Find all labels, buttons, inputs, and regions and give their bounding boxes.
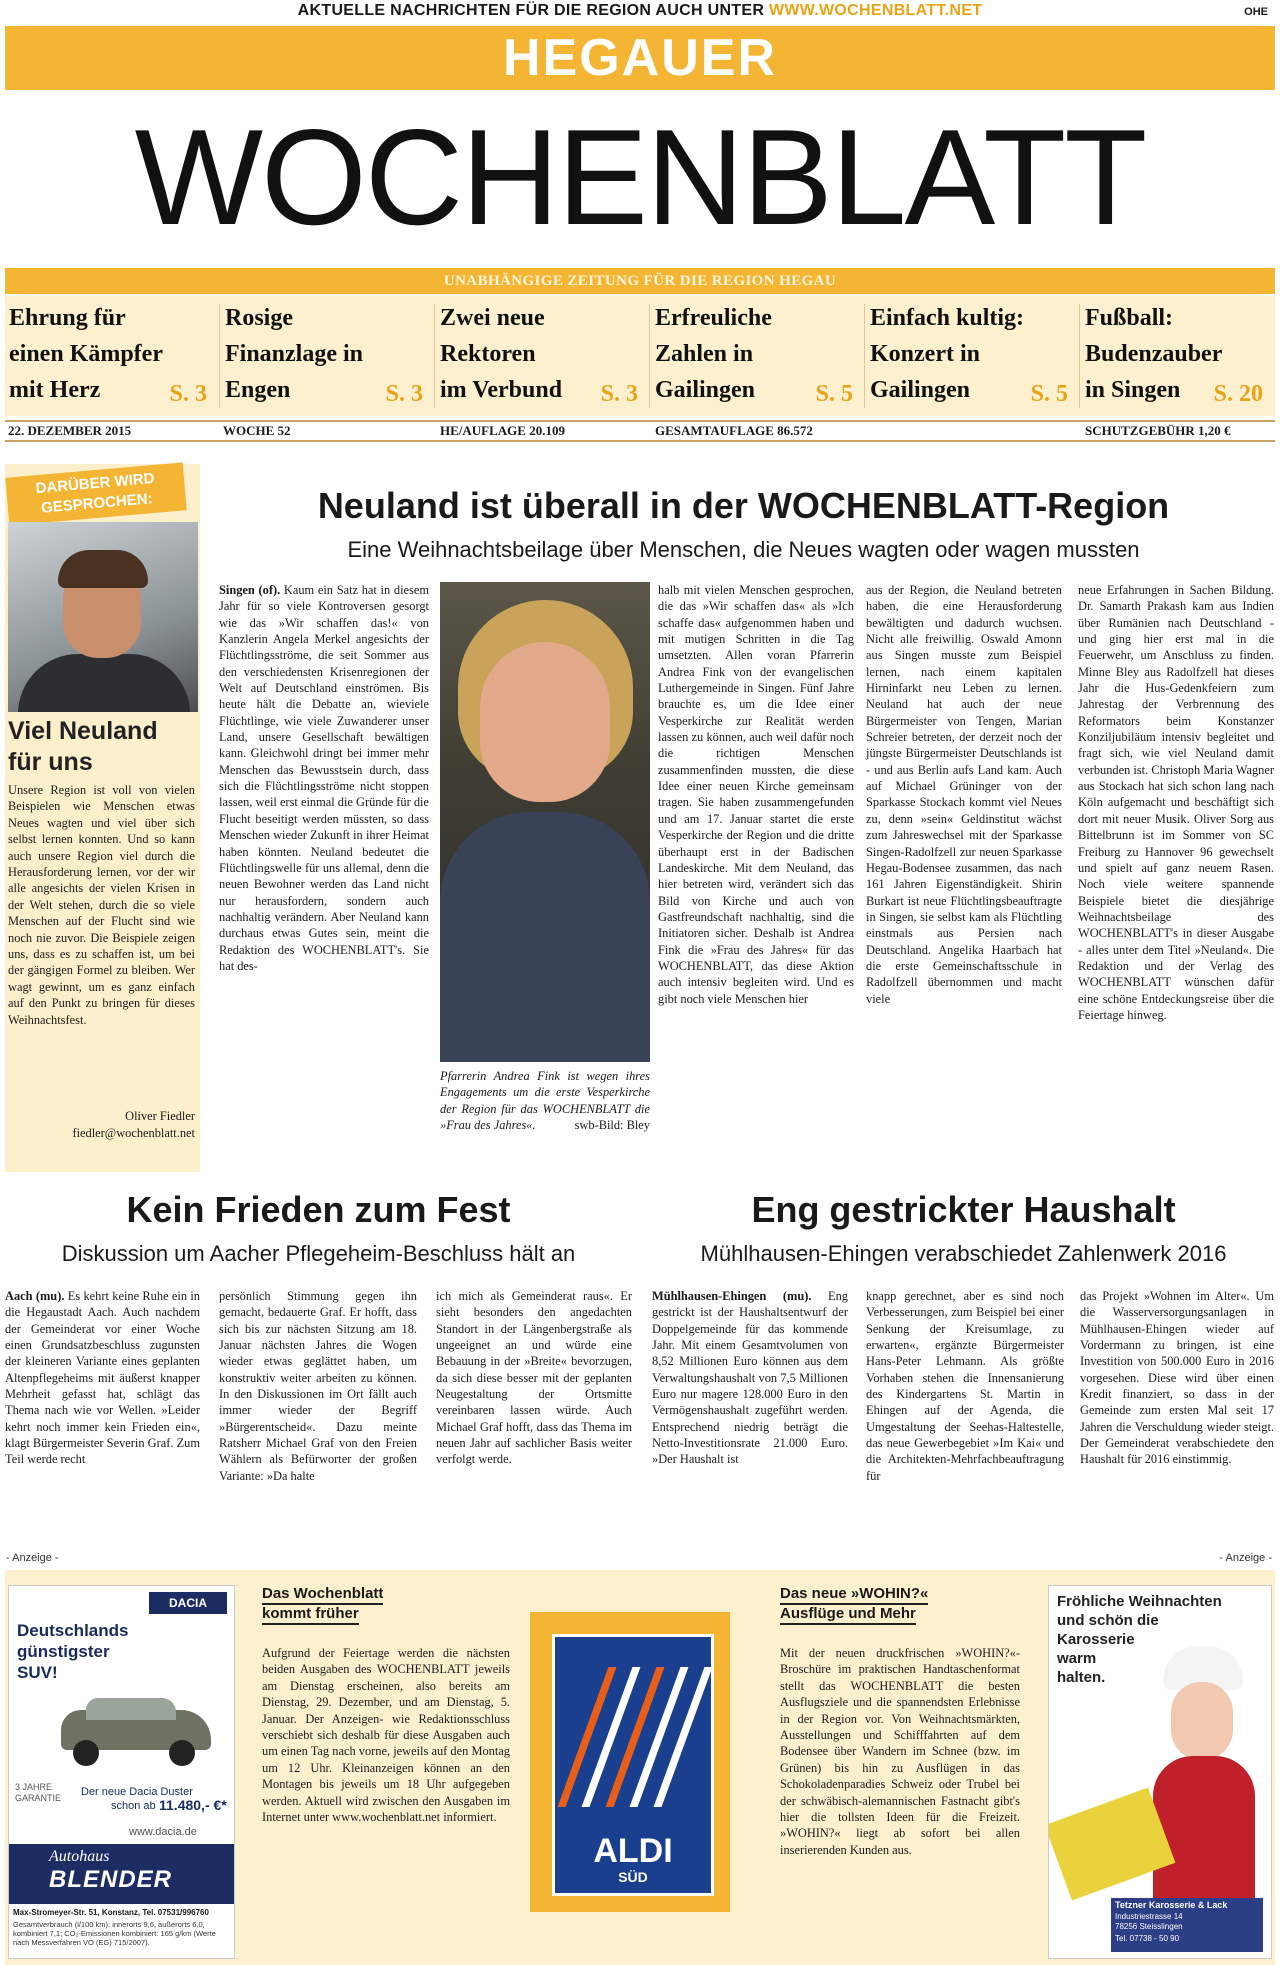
aach-subhead: Diskussion um Aacher Pflegeheim-Beschluss hält an: [61, 1241, 576, 1266]
headline-line: und schön die: [1057, 1612, 1159, 1629]
dealer-name: BLENDER: [49, 1866, 173, 1893]
issue-week: WOCHE 52: [223, 423, 291, 438]
teaser-divider: [1079, 304, 1080, 408]
title-hegauer: HEGAUER: [502, 29, 778, 87]
dacia-ad[interactable]: [8, 1585, 235, 1959]
aldi-ad[interactable]: [530, 1612, 730, 1912]
headline-line: SUV!: [17, 1663, 58, 1682]
teaser-line: Finanzlage in: [225, 341, 364, 367]
aach-column-3: ich mich als Gemeinderat raus«. Er sieht besonders den angedachten Standort in der Längenbergstraße als ungeeignet an und würde eine Bebauung in der »Breite« bevorzugen, da sich diese besser mit der geplanten Neugestaltung der Ortsmitte vereinbaren lassen würde. Auch Michael Graf hofft, dass das Thema im neuen Jahr auf sachlicher Basis weiter verfolgt werde.: [436, 1289, 632, 1467]
author-email[interactable]: fiedler@wochenblatt.net: [72, 1126, 195, 1140]
teaser-line: Konzert in: [870, 341, 980, 367]
website-link[interactable]: WWW.WOCHENBLATT.NET: [768, 2, 983, 19]
company-street: Industriestrasse 14: [1115, 1912, 1183, 1921]
tetzner-ad[interactable]: [1048, 1585, 1272, 1959]
haushalt-column-3: das Projekt »Wohnen im Alter«. Um die Wasserversorgungsanlagen in Mühlhausen-Ehingen wieder auf Vordermann zu bringen, ist eine Investition von 500.000 Euro in 2016 vorgesehen. Diese wird über einen Kredit finanziert, so dass in der Gemeinde zum ersten Mal seit 17 Jahren die Verschuldung wieder steigt. Der Gemeinderat verabschiedete den Haushalt für 2016 einstimmig.: [1080, 1289, 1274, 1467]
notice-body: Mit der neuen druckfrischen »WOHIN?«-Broschüre im praktischen Handtaschenformat stellt das WOCHENBLATT die besten Ausflugsziele und die spannendsten Erlebnisse in der Region vor. Von Weihnachtsmärkten, Ausstellungen und Schifffahrten auf dem Bodensee über Wandern im Schnee (bzw. im Grünen) bis hin zu Ausflügen in das Schokoladenparadies Schweiz oder Trubel bei der schwäbisch-alemannischen Fastnacht gibt's hier die tollsten Ideen für die Freizeit. »WOHIN?« liegt ab sofort bei allen inserierenden Kunden aus.: [780, 1646, 1020, 1857]
lead-column-4: neue Erfahrungen in Sachen Bildung. Dr. Samarth Prakash kam aus Indien über Rumänien nach Deutschland - und ging hier erst mal in die Feuerwehr, um Anschluss zu finden. Minne Bley aus Radolfzell hat dieses Jahr die Hus-Gedenkfeiern zum Jahrestag der Verbrennung des Reformators beim Konstanzer Konziljubiläum intensiv begleitet und fragt sich, wie viel Neuland damit verbunden ist. Christoph Maria Wagner aus Stockach hat sich schon lang nach Köln aufgemacht und beschäftigt sich dort mit neuer Musik. Oliver Sorg aus Bittelbrunn ist im Sommer von SC Freiburg zu Hannover 96 gewechselt und spielt auf ganz neuem Rasen. Noch viele weitere spannende Beispiele bietet die diesjährige Weihnachtsbeilage des WOCHENBLATT's in dieser Ausgabe - alles unter dem Titel »Neuland«. Die Redaktion und der Verlag des WOCHENBLATT wünschen dafür eine schöne Entdeckungsreise über die Feiertage hinweg.: [1078, 583, 1274, 1022]
teaser-item[interactable]: [440, 300, 646, 412]
company-banner: [1111, 1898, 1263, 1952]
headline-line: günstigster: [17, 1642, 110, 1661]
notice-body: Aufgrund der Feiertage werden die nächsten beiden Ausgaben des WOCHENBLATT jeweils am Dienstag erscheinen, also bereits am Dienstag, 29. Dezember, und am Dienstag, 5. Januar. Der Anzeigen- wie Redaktionsschluss verschiebt sich deshalb für diese Ausgaben auch um einen Tag nach vorne, jeweils auf den Montag um 12 Uhr. Kleinanzeigen können an den Montagen bis jeweils um 18 Uhr aufgegeben werden. Aktuell wird zwischen den Ausgaben im Internet unter www.wochenblatt.net informiert.: [262, 1646, 510, 1825]
teaser-page: S. 5: [815, 381, 853, 407]
topline-text: AKTUELLE NACHRICHTEN FÜR DIE REGION AUCH UNTER: [297, 2, 769, 19]
haushalt-headline: Eng gestrickter Haushalt: [751, 1189, 1176, 1230]
offer-price: 11.480,- €*: [159, 1797, 227, 1813]
masthead-topline: [0, 2, 1280, 20]
issue-fee: SCHUTZGEBÜHR 1,20 €: [1085, 423, 1231, 438]
aldi-logo: [552, 1634, 714, 1896]
teaser-line: Rosige: [225, 305, 293, 331]
masthead-bar: [5, 26, 1275, 90]
haushalt-column-1: [652, 1288, 848, 1468]
edition-code: OHE: [1244, 6, 1268, 18]
teaser-item[interactable]: [870, 300, 1076, 412]
aldi-word: ALDI: [593, 1832, 673, 1870]
teaser-line: einen Kämpfer: [9, 341, 163, 367]
offer-text: Der neue Dacia Duster: [81, 1786, 193, 1798]
teaser-page: S. 20: [1213, 381, 1263, 407]
teaser-row: [5, 296, 1275, 416]
teaser-page: S. 5: [1030, 381, 1068, 407]
dateline: Aach (mu).: [5, 1289, 65, 1303]
photo-caption: [440, 1068, 650, 1133]
teaser-item[interactable]: [655, 300, 861, 412]
teaser-line: Engen: [225, 377, 291, 403]
title-line: für uns: [8, 748, 93, 776]
headline-line: Deutschlands: [17, 1621, 129, 1640]
author-portrait: [8, 522, 198, 712]
dacia-url[interactable]: www.dacia.de: [129, 1826, 197, 1838]
teaser-divider: [649, 304, 650, 408]
teaser-line: Einfach kultig:: [870, 305, 1025, 331]
lead-photo: [440, 582, 650, 1062]
notice-title: [780, 1585, 1020, 1625]
title-line: kommt früher: [262, 1605, 359, 1625]
company-name: Tetzner Karosserie & Lack: [1115, 1900, 1228, 1910]
teaser-line: in Singen: [1085, 377, 1181, 403]
title-line: Ausflüge und Mehr: [780, 1605, 916, 1625]
teaser-line: Budenzauber: [1085, 341, 1223, 367]
aach-column-1: [5, 1288, 200, 1468]
notice-wochenblatt: [262, 1585, 510, 1825]
dacia-logo: DACIA: [149, 1592, 227, 1614]
lead-headline: Neuland ist überall in der WOCHENBLATT-Region: [317, 485, 1170, 526]
column-text: Eng gestrickt ist der Haushaltsentwurf der Doppelgemeinde für das kommende Jahr. Mit einem Gesamtvolumen von 8,52 Millionen Euro können aus dem Verwaltungshaushalt von 7,5 Millionen Euro nur magere 128.000 Euro in den Vermögenshaushalt zugeführt werden. Entsprechend niedrig beträgt die Netto-Investitionsrate 21.000 Euro. »Der Haushalt ist: [652, 1289, 848, 1467]
lead-column-3: aus der Region, die Neuland betreten haben, die eine Herausforderung bewältigten und dadurch wuchsen. Nicht alle freiwillig. Oswald Amonn aus Singen musste zum Beispiel lernen, nach einem kapitalen Hirninfarkt neu Leben zu lernen. Neuland hat auch der neue Bürgermeister von Tengen, Marian Schreier betreten, der derzeit noch der jüngste Bürgermeister Deutschlands ist - und aus Berlin aufs Land kam. Auch auf Michael Grüninger von der Sparkasse Stockach kommt viel Neues zu, denn »sein« Geldinstitut wächst zum Jahreswechsel mit der Sparkasse Singen-Radolfzell zur neuen Sparkasse Hegau-Bodensee zusammen, das nach 161 Jahren Eigenständigkeit. Shirin Burkart ist neue Flüchtlingsbeauftragte in Singen, sie selbst kam als Flüchtling einstmals aus Persien nach Deutschland. Angelika Haarbach hat die erste Gemeinschaftsschule in Radolfzell übernommen und macht viele: [866, 583, 1062, 1006]
headline-line: Karosserie: [1057, 1631, 1135, 1648]
title-line: Viel Neuland: [8, 717, 158, 745]
teaser-line: Zwei neue: [440, 305, 545, 331]
dateline: Mühlhausen-Ehingen (mu).: [652, 1289, 812, 1303]
teaser-line: mit Herz: [9, 377, 101, 403]
teaser-divider: [434, 304, 435, 408]
lead-column-2: halb mit vielen Menschen gesprochen, die das »Wir schaffen das« als »Ich schaffe das« aufgenommen haben und mit mutigen Schritten in die Tag umsetzten. Allen voran Pfarrerin Andrea Fink von der evangelischen Luthergemeinde in Singen. Fünf Jahre brauchte es, um die Idee einer Vesperkirche zur Realität werden lassen zu können, auch weil dafür noch die richtigen Menschen zusammenfinden mussten, die diese Idee einer neuen Kirche gemeinsam tragen. Sie haben zusammengefunden und am 17. Januar startet die erste Vesperkirche der Region und die dritte überhaupt erst in der Badischen Landeskirche. Mit dem Neuland, das hier betreten wird, verändert sich das Bild von Kirche und auch von Gastfreundschaft nachhaltig, sind die Initiatoren sicher. Deshalb ist Andrea Fink die »Frau des Jahres« für das WOCHENBLATT, das diese Aktion auch intensiv begleiten wird. Und es gibt noch viele Menschen hier: [658, 583, 854, 1006]
commentary-label: [5, 462, 185, 520]
teaser-divider: [219, 304, 220, 408]
title-wochenblatt: WOCHENBLATT: [134, 101, 1146, 253]
headline-line: Fröhliche Weihnachten: [1057, 1593, 1222, 1610]
teaser-line: Rektoren: [440, 341, 536, 367]
issue-edition: HE/AUFLAGE 20.109: [440, 423, 565, 438]
notice-wohin: [780, 1585, 1020, 1858]
teaser-item[interactable]: [225, 300, 431, 412]
offer-prefix: schon ab: [111, 1800, 156, 1812]
company-phone: Tel. 07738 - 50 90: [1115, 1934, 1180, 1943]
teaser-page: S. 3: [600, 381, 638, 407]
fuel-fineprint: Gesamtverbrauch (l/100 km): innerorts 9,6, außerorts 6,0, kombiniert 7,1; CO₂-Emissionen kombiniert: 165 g/km (Werte nach Messverfahren VO (EG) 715/2007).: [13, 1920, 216, 1947]
lead-subhead: Eine Weihnachtsbeilage über Menschen, die Neues wagten oder wagen mussten: [347, 537, 1140, 562]
issue-total: GESAMTAUFLAGE 86.572: [655, 423, 813, 438]
commentary-body: Unsere Region ist voll von vielen Beispielen wie Menschen etwas Neues wagten und viel über sich selbst lernen konnten. Und so kann auch unsere Region viel durch die Herausforderung lernen, vor der wir alle angesichts der vielen Krisen in der Welt stehen, durch die so viele Menschen auf der Flucht sind wie noch nie zuvor. Die Beispiele zeigen uns, dass es zu schaffen ist, um bei der gängigen Formel zu bleiben. Wer wagt gewinnt, um es ganz einfach auf den Punkt zu bringen für dieses Weihnachtsfest.: [8, 783, 195, 1027]
aach-column-2: persönlich Stimmung gegen ihn gemacht, bedauerte Graf. Er hofft, dass sich bis zur nächsten Sitzung am 18. Januar nächsten Jahres die Wogen wieder etwas geglättet haben, um konstruktiv weiter arbeiten zu können. In den Diskussionen im Ort fällt auch immer wieder der Begriff »Bürgerentscheid«. Dazu meinte Ratsherr Michael Graf von den Freien Wählern als Befürworter der großen Variante: »Da halte: [219, 1289, 417, 1483]
teaser-line: Erfreuliche: [655, 305, 772, 331]
teaser-divider: [864, 304, 865, 408]
headline-line: halten.: [1057, 1669, 1106, 1686]
headline-line: warm: [1057, 1650, 1097, 1667]
commentary-title: [8, 716, 198, 778]
label-line: GESPROCHEN:: [40, 490, 154, 517]
teaser-line: im Verbund: [440, 377, 563, 403]
dealer-banner: [9, 1844, 234, 1904]
teaser-item[interactable]: [1085, 300, 1271, 412]
company-city: 78256 Steisslingen: [1115, 1922, 1183, 1931]
anzeige-label-right: - Anzeige -: [1219, 1552, 1272, 1564]
teaser-item[interactable]: [9, 300, 215, 412]
dacia-headline: [17, 1620, 128, 1683]
notice-title: [262, 1585, 510, 1625]
aldi-region: SÜD: [618, 1869, 648, 1885]
commentary-author: [8, 1108, 195, 1142]
haushalt-subhead: Mühlhausen-Ehingen verabschiedet Zahlenwerk 2016: [700, 1241, 1227, 1266]
photo-credit: swb-Bild: Bley: [574, 1117, 650, 1132]
lead-column-1: [219, 582, 429, 974]
title-line: Das Wochenblatt: [262, 1585, 383, 1605]
author-name: Oliver Fiedler: [125, 1109, 195, 1123]
dealer-top: Autohaus: [49, 1848, 110, 1865]
tagline: UNABHÄNGIGE ZEITUNG FÜR DIE REGION HEGAU: [443, 273, 837, 289]
tagline-bar: [5, 268, 1275, 294]
caption-text: Pfarrerin Andrea Fink ist wegen ihres Engagements um die erste Vesperkirche der Region für das WOCHENBLATT die »Frau des Jahres«.: [440, 1069, 650, 1132]
teaser-line: Gailingen: [870, 377, 971, 403]
aach-headline: Kein Frieden zum Fest: [126, 1189, 511, 1230]
teaser-line: Ehrung für: [9, 305, 126, 331]
haushalt-column-2: knapp gerechnet, aber es sind noch Verbesserungen, zum Beispiel bei einer Senkung der Kreisumlage, zu erwarten«, ergänzte Bürgermeister Hans-Peter Lehmann. Als größte Vorhaben stehen die Innensanierung des Kindergartens St. Martin in Ehingen auf der Agenda, die Umgestaltung der Seehas-Haltestelle, das neue Gewerbegebiet »Im Kai« und die Architekten-Mehrfachbeauftragung für: [866, 1289, 1064, 1483]
teaser-line: Gailingen: [655, 377, 756, 403]
santa-woman-illustration: [1149, 1646, 1259, 1936]
issue-info-bar: [5, 420, 1275, 442]
issue-date: 22. DEZEMBER 2015: [8, 423, 132, 438]
teaser-page: S. 3: [385, 381, 423, 407]
teaser-line: Zahlen in: [655, 341, 754, 367]
anzeige-label-left: - Anzeige -: [6, 1552, 59, 1564]
title-line: Das neue »WOHIN?«: [780, 1585, 928, 1605]
suv-illustration: [51, 1692, 226, 1777]
teaser-line: Fußball:: [1085, 305, 1174, 331]
label-line: DARÜBER WIRD: [34, 469, 156, 498]
dealer-address: Max-Stromeyer-Str. 51, Konstanz, Tel. 07531/996760: [13, 1908, 209, 1917]
teaser-page: S. 3: [169, 381, 207, 407]
column-text: Es kehrt keine Ruhe ein in die Hegaustadt Aach. Auch nachdem der Gemeinderat vor einer Woche einen Grundsatzbeschluss zugunsten der kleineren Variante eines geplanten Altenpflegeheims mit äußerst knapper Mehrheit gefasst hat, schlägt das Thema nach wie vor Wellen. »Leider kehrt noch immer kein Frieden ein«, klagt Bürgermeister Severin Graf. Zum Teil werde recht: [5, 1289, 201, 1467]
dateline: Singen (of).: [219, 583, 281, 597]
column-text: Kaum ein Satz hat in diesem Jahr für so viele Kontroversen gesorgt wie das »Wir schaffen das!« von Kanzlerin Angela Merkel angesichts der Flüchtlingsströme, die seit Sommer aus den verschiedensten Krisenregionen der Welt auf Deutschland einströmen. Bis heute hält die Debatte an, wieviele Flüchtlinge, wie viele Zuwanderer unser Land, unsere Gesellschaft bewältigen kann. Gleichwohl dringt bei immer mehr Menschen das Bewusstsein durch, dass sich die Flüchtlingsströme nicht stoppen lassen, weil erst einmal die Gründe für die Flucht beseitigt werden müssten, so dass Menschen wieder Zukunft in ihrer Heimat haben könnten. Neuland bedeutet die Flüchtlingswelle für uns allemal, denn die neuen Bewohner werden das Land nicht nur herausfordern, sondern auch nachhaltig verändern. Aber Neuland kann durchaus etwas Gutes sein, meint die Redaktion des WOCHENBLATT's. Sie hat des-: [219, 583, 429, 973]
warranty-badge: 3 JAHRE GARANTIE: [15, 1782, 62, 1803]
